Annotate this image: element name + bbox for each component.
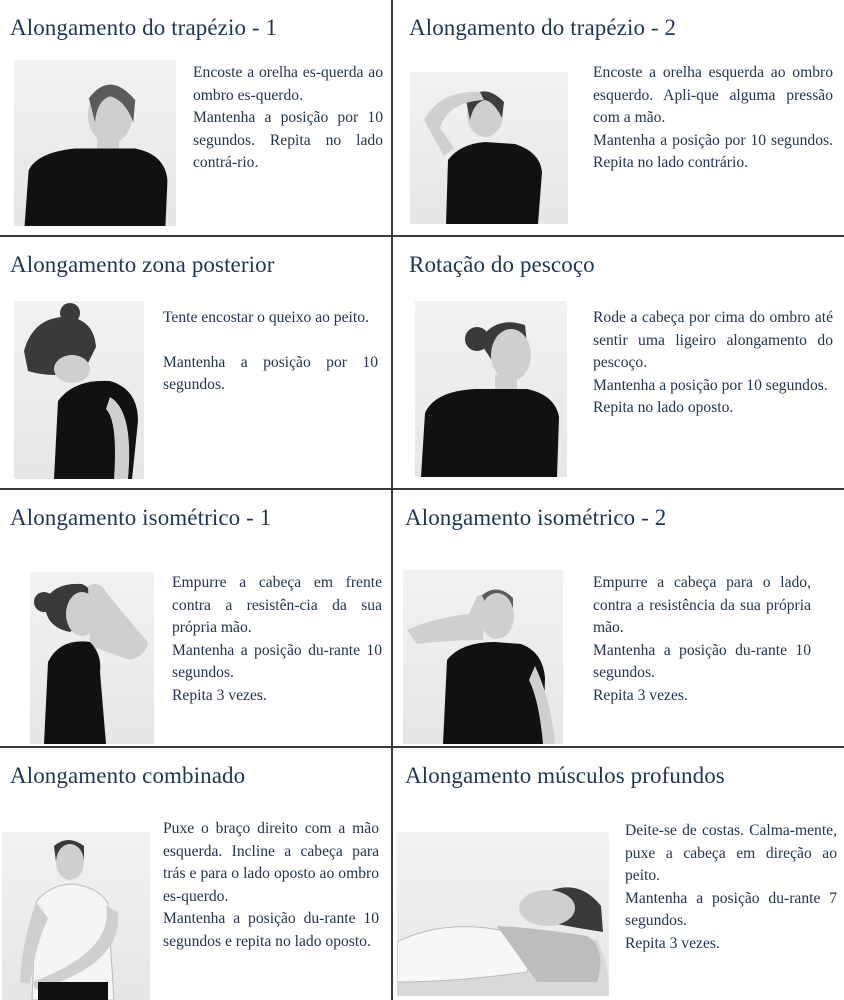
description-paragraph: Empurre a cabeça em frente contra a resistên-cia da sua própria mão.	[172, 574, 382, 636]
description-paragraph: Mantenha a posição por 10 segundos. Repita no lado contrá-rio.	[193, 109, 383, 171]
description-paragraph: Mantenha a posição por 10 segundos. Repita no lado contrário.	[593, 131, 833, 171]
exercise-card-rotacao-pescoco	[393, 237, 844, 488]
description-paragraph: Mantenha a posição por 10 segundos.	[593, 376, 828, 394]
woman-rotating-neck-icon	[415, 301, 567, 477]
description-paragraph: Deite-se de costas. Calma-mente, puxe a cabeça em direção ao peito.	[625, 822, 837, 884]
description-paragraph: Tente encostar o queixo ao peito.	[163, 309, 369, 326]
description-paragraph: Repita 3 vezes.	[172, 686, 267, 704]
woman-hand-pressing-head-icon	[410, 72, 568, 224]
description-paragraph: Encoste a orelha es-querda ao ombro es-querdo.	[193, 64, 383, 104]
woman-lying-on-back-icon	[397, 832, 609, 996]
description-paragraph: Encoste a orelha esquerda ao ombro esquerdo. Apli-que alguma pressão com a mão.	[593, 64, 833, 126]
description-paragraph: Mantenha a posição du-rante 10 segundos e repita no lado oposto.	[163, 910, 379, 950]
exercise-description	[593, 307, 833, 420]
exercise-title: Alongamento do trapézio - 1	[10, 15, 278, 40]
description-paragraph: Empurre a cabeça para o lado, contra a resistência da sua própria mão.	[593, 574, 811, 636]
description-paragraph: Mantenha a posição du-rante 10 segundos.	[593, 641, 811, 681]
exercise-title: Alongamento zona posterior	[10, 252, 275, 277]
exercise-card-isometrico-2	[393, 490, 844, 746]
exercise-description	[593, 62, 833, 175]
exercise-card-zona-posterior	[0, 237, 391, 488]
description-paragraph: Repita no lado oposto.	[593, 399, 734, 416]
description-paragraph: Rode a cabeça por cima do ombro até sentir uma ligeiro alongamento do pescoço.	[593, 309, 833, 371]
exercise-card-trapezio-1	[0, 0, 391, 235]
exercise-description	[163, 818, 379, 953]
exercise-description	[163, 307, 378, 397]
exercise-description	[625, 820, 837, 955]
exercise-card-musculos-profundos	[393, 748, 844, 1000]
description-paragraph: Repita 3 vezes.	[625, 934, 720, 952]
woman-hand-on-side-of-head-icon	[403, 570, 563, 744]
exercise-card-combinado	[0, 748, 391, 1000]
exercise-title: Alongamento músculos profundos	[405, 763, 725, 788]
description-paragraph: Mantenha a posição du-rante 10 segundos.	[172, 641, 382, 681]
woman-chin-to-chest-icon	[14, 301, 144, 479]
exercise-description	[193, 62, 383, 175]
exercise-title: Alongamento combinado	[10, 763, 246, 788]
description-paragraph: Mantenha a posição du-rante 7 segundos.	[625, 889, 837, 929]
woman-tilting-head-icon	[14, 60, 176, 226]
woman-hand-on-forehead-icon	[30, 572, 154, 744]
woman-combined-stretch-icon	[2, 832, 150, 1000]
exercise-card-isometrico-1	[0, 490, 391, 746]
exercise-description	[172, 572, 382, 707]
exercise-card-trapezio-2	[393, 0, 844, 235]
exercise-description	[593, 572, 811, 707]
exercise-title: Alongamento do trapézio - 2	[409, 15, 677, 40]
exercise-title: Rotação do pescoço	[409, 252, 595, 277]
description-paragraph: Mantenha a posição por 10 segundos.	[163, 353, 378, 393]
exercise-title: Alongamento isométrico - 1	[10, 505, 272, 530]
description-paragraph: Repita 3 vezes.	[593, 686, 688, 704]
exercise-title: Alongamento isométrico - 2	[405, 505, 667, 530]
description-paragraph: Puxe o braço direito com a mão esquerda. Incline a cabeça para trás e para o lado oposto ao ombro es-querdo.	[163, 820, 379, 905]
